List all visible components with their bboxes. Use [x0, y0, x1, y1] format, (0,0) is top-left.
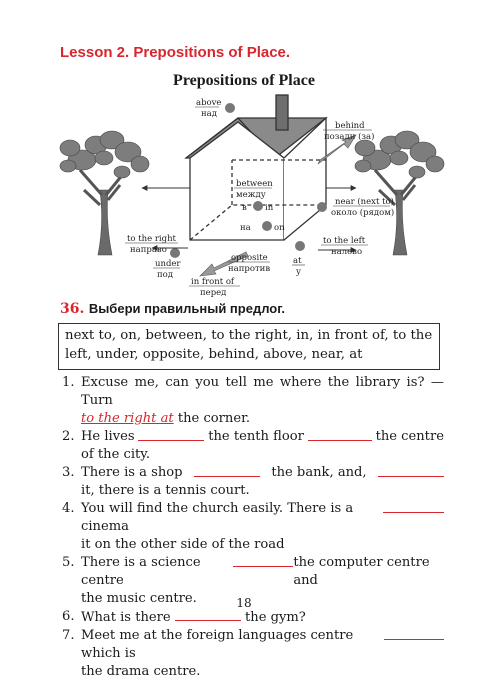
list-item: 1. Excuse me, can you tell me where the library is? — Turn to the right at the corner.: [62, 375, 444, 426]
svg-text:направо: направо: [130, 245, 167, 255]
label-right: [125, 234, 178, 255]
answer-blank[interactable]: [233, 554, 293, 567]
svg-text:в: в: [242, 203, 247, 213]
on-dot: [262, 221, 272, 231]
svg-text:to the left: to the left: [323, 236, 366, 246]
label-opposite: [228, 253, 270, 274]
label-near: [331, 196, 394, 218]
svg-text:над: над: [201, 109, 217, 119]
list-item: 6. What is there the gym?: [62, 609, 306, 625]
prepositions-diagram: [0, 0, 488, 300]
svg-text:opposite: opposite: [231, 253, 268, 263]
svg-text:on: on: [274, 223, 285, 233]
exercise-heading: [60, 301, 285, 317]
svg-text:near (next to): near (next to): [335, 197, 394, 207]
svg-text:in: in: [265, 203, 274, 213]
svg-text:около (рядом): около (рядом): [331, 208, 395, 218]
list-item: 7. Meet me at the foreign languages centre which is the drama centre.: [62, 627, 444, 681]
near-dot: [317, 202, 327, 212]
above-dot: [225, 103, 235, 113]
label-under: [153, 259, 181, 280]
svg-text:to the right: to the right: [127, 234, 176, 244]
answer-blank[interactable]: [194, 464, 260, 477]
right-tree: [355, 131, 444, 255]
list-item: 2. He lives the tenth floor the centre of the city.: [62, 429, 444, 462]
svg-text:in front of: in front of: [191, 277, 235, 287]
exercise-instruction: Выбери правильный предлог.: [88, 301, 285, 316]
answer-blank[interactable]: [383, 500, 444, 513]
list-item: 3. There is a shop the bank, and, it, there is a tennis court.: [62, 464, 444, 500]
exercise-number: 36.: [60, 301, 85, 317]
list-item: 4. You will find the church easily. There is a cinema it on the other side of the road: [62, 500, 444, 554]
at-dot: [295, 241, 305, 251]
answer-blank[interactable]: [138, 428, 204, 441]
svg-text:between: between: [236, 179, 273, 189]
answer-blank[interactable]: [308, 428, 372, 441]
figure-title: Prepositions of Place: [173, 72, 315, 89]
svg-text:на: на: [240, 223, 251, 233]
label-at: [292, 256, 305, 277]
svg-text:at: at: [293, 256, 302, 266]
svg-text:между: между: [236, 190, 266, 200]
svg-text:налево: налево: [331, 247, 363, 257]
answer-text: to the right at: [81, 411, 174, 426]
under-dot: [170, 248, 180, 258]
exercise-items: [62, 374, 444, 681]
svg-text:под: под: [157, 270, 174, 280]
lesson-title: Lesson 2. Prepositions of Place.: [60, 44, 291, 61]
list-item: 5. There is a science centre the computer centre and the music centre.: [62, 555, 430, 606]
label-left: [321, 236, 368, 257]
word-box: next to, on, between, to the right, in, in front of, to the left, under, opposite, behind, above, near, at: [58, 323, 440, 370]
in-dot: [253, 201, 263, 211]
label-above: [195, 98, 221, 119]
svg-text:under: under: [155, 259, 181, 269]
answer-blank[interactable]: [384, 627, 444, 640]
answer-blank[interactable]: [378, 464, 444, 477]
svg-text:behind: behind: [335, 121, 365, 131]
svg-text:перед: перед: [200, 288, 227, 298]
page-number: 18: [236, 596, 252, 610]
label-behind: [323, 121, 374, 142]
svg-text:напротив: напротив: [228, 264, 271, 274]
label-front: [189, 277, 240, 298]
svg-text:above: above: [196, 98, 222, 108]
svg-text:у: у: [296, 267, 302, 277]
svg-text:позади (за): позади (за): [324, 132, 375, 142]
